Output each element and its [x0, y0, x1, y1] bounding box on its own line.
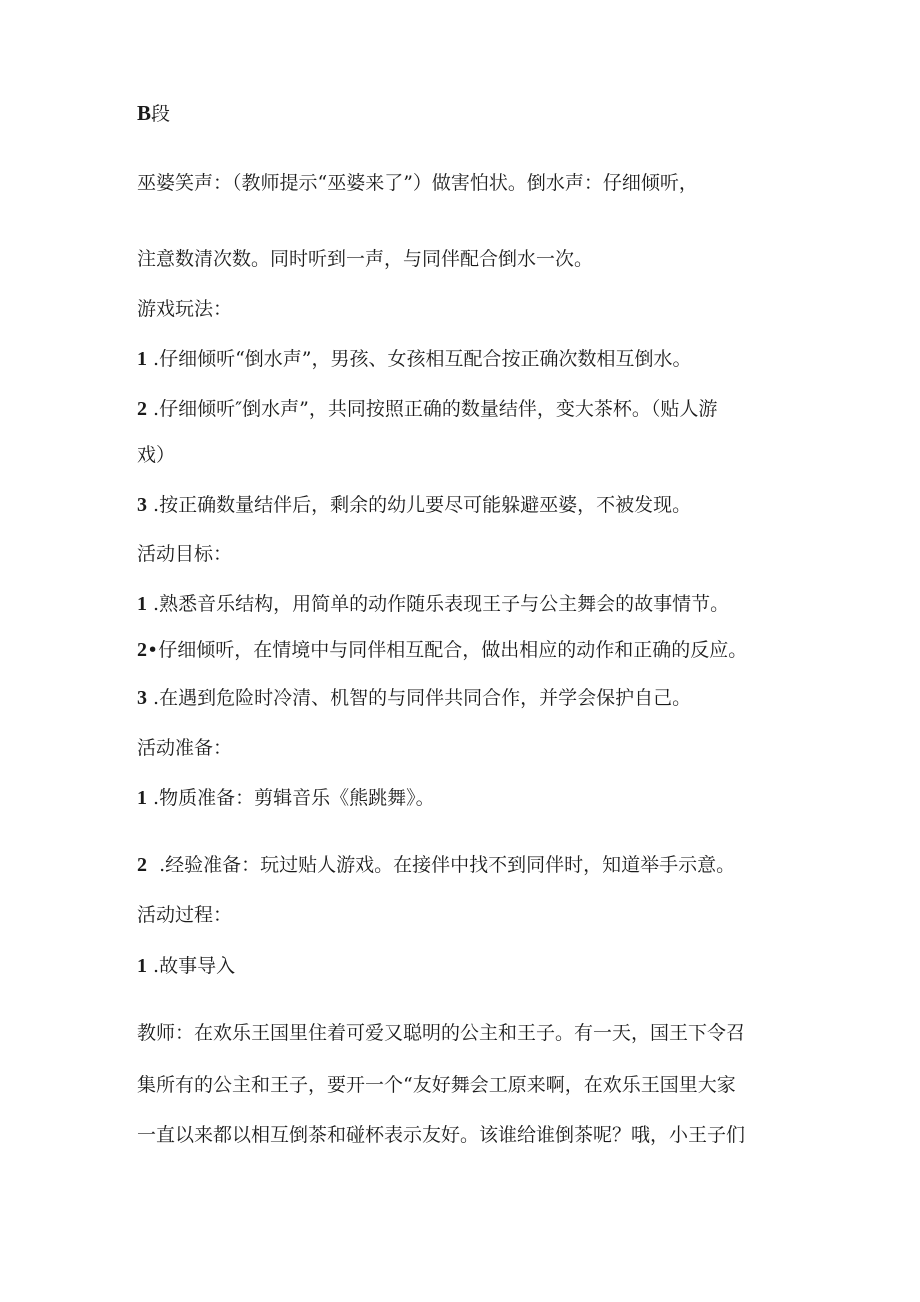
- list-item: [137, 591, 729, 617]
- item-text: .物质准备：剪辑音乐《熊跳舞》。: [153, 787, 435, 809]
- paragraph-line-1: 教师：在欢乐王国里住着可爱又聪明的公主和王子。有一天，国王下令召: [137, 1022, 746, 1044]
- item-number: 2: [137, 398, 147, 420]
- item-number: 1: [137, 787, 147, 809]
- preparation-heading: 活动准备：: [137, 737, 233, 759]
- list-item: [137, 953, 235, 979]
- list-item: [137, 852, 735, 878]
- list-item: [137, 346, 692, 372]
- item-number: 3: [137, 687, 147, 709]
- section-label: 段: [151, 103, 171, 125]
- paragraph-line-3: 一直以来都以相互倒茶和碰杯表示友好。该谁给谁倒茶呢？哦，小王子们: [137, 1124, 746, 1146]
- item-text: .故事导入: [153, 955, 236, 977]
- goals-heading: 活动目标：: [137, 543, 233, 565]
- item-text: .在遇到危险时冷清、机智的与同伴共同合作，并学会保护自己。: [153, 687, 692, 709]
- item-text: .仔细倾听“倒水声”，男孩、女孩相互配合按正确次数相互倒水。: [153, 348, 692, 370]
- list-item: [137, 685, 691, 711]
- item-text: .仔细倾听″倒水声”，共同按照正确的数量结伴，变大茶杯。（贴人游: [153, 398, 718, 420]
- list-item: [137, 785, 435, 811]
- item-number: 1: [137, 348, 147, 370]
- list-item-continuation: 戏）: [137, 444, 176, 466]
- item-number: 1: [137, 955, 147, 977]
- item-number: 1: [137, 593, 147, 615]
- paragraph-line-2: 集所有的公主和王子，要开一个“友好舞会工原来啊，在欢乐王国里大家: [137, 1074, 736, 1096]
- intro-line-2: 注意数清次数。同时听到一声，与同伴配合倒水一次。: [137, 248, 594, 270]
- play-rules-heading: 游戏玩法：: [137, 298, 233, 320]
- item-number: 2: [137, 854, 147, 876]
- item-text: .熟悉音乐结构，用简单的动作随乐表现王子与公主舞会的故事情节。: [153, 593, 730, 615]
- intro-line-1: 巫婆笑声：（教师提示“巫婆来了”）做害怕状。倒水声：仔细倾听，: [137, 172, 698, 194]
- list-item: [137, 492, 691, 518]
- section-letter: B: [137, 101, 152, 125]
- item-text: •仔细倾听，在情境中与同伴相互配合，做出相应的动作和正确的反应。: [147, 639, 748, 661]
- list-item: [137, 637, 747, 663]
- list-item: [137, 396, 717, 422]
- section-marker: [137, 100, 170, 127]
- item-number: 2: [137, 639, 147, 661]
- item-number: 3: [137, 494, 147, 516]
- item-text: .按正确数量结伴后，剩余的幼儿要尽可能躲避巫婆，不被发现。: [153, 494, 692, 516]
- process-heading: 活动过程：: [137, 904, 233, 926]
- item-text: .经验准备：玩过贴人游戏。在接伴中找不到同伴时，知道举手示意。: [159, 854, 736, 876]
